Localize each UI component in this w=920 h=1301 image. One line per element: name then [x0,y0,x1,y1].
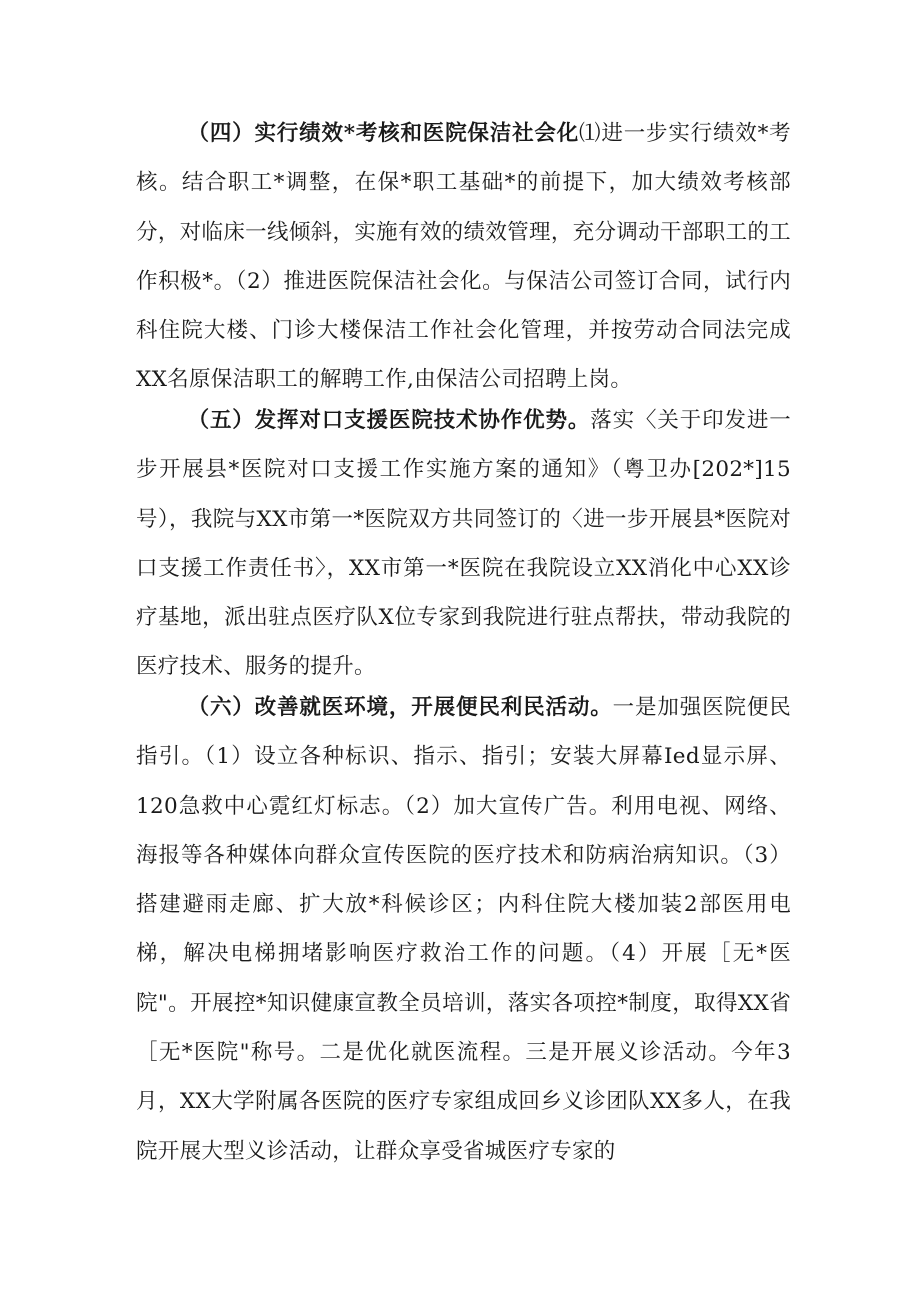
paragraph-6 [136,683,791,1176]
paragraph-heading: （四）实行绩效*考核和医院保洁社会化 [187,121,580,146]
paragraph-body: 一是加强医院便民指引。（1）设立各种标识、指示、指引；安装大屏幕Ied显示屏、120急救中心霓红灯标志。（2）加大宣传广告。利用电视、网络、海报等各种媒体向群众宣传医院的医疗技术和防病治病知识。（3）搭建避雨走廊、扩大放*科候诊区；内科住院大楼加装2部医用电梯，解决电梯拥堵影响医疗救治工作的问题。（4）开展［无*医院"。开展控*知识健康宣教全员培训，落实各项控*制度，取得XX省［无*医院"称号。二是优化就医流程。三是开展义诊活动。今年3月，XX大学附属各医院的医疗专家组成回乡义诊团队XX多人，在我院开展大型义诊活动，让群众享受省城医疗专家的 [136,695,792,1164]
paragraph-5 [136,396,791,692]
paragraph-heading: （五）发挥对口支援医院技术协作优势。 [187,408,591,433]
paragraph-body: ⑴进一步实行绩效*考核。结合职工*调整，在保*职工基础*的前提下，加大绩效考核部分，对临床一线倾斜，实施有效的绩效管理，充分调动干部职工的工作积极*。（2）推进医院保洁社会化。与保洁公司签订合同，试行内科住院大楼、门诊大楼保洁工作社会化管理，并按劳动合同法完成XX名原保洁职工的解聘工作,由保洁公司招聘上岗。 [136,121,791,393]
paragraph-body: 落实〈关于印发进一步开展县*医院对口支援工作实施方案的通知》（粤卫办[202*]15号），我院与XX市第一*医院双方共同签订的〈进一步开展县*医院对口支援工作责任书〉，XX市第一*医院在我院设立XX消化中心XX诊疗基地，派出驻点医疗队X位专家到我院进行驻点帮扶，带动我院的医疗技术、服务的提升。 [136,408,791,680]
paragraph-4 [136,109,791,405]
paragraph-heading: （六）改善就医环境，开展便民利民活动。 [187,695,613,720]
